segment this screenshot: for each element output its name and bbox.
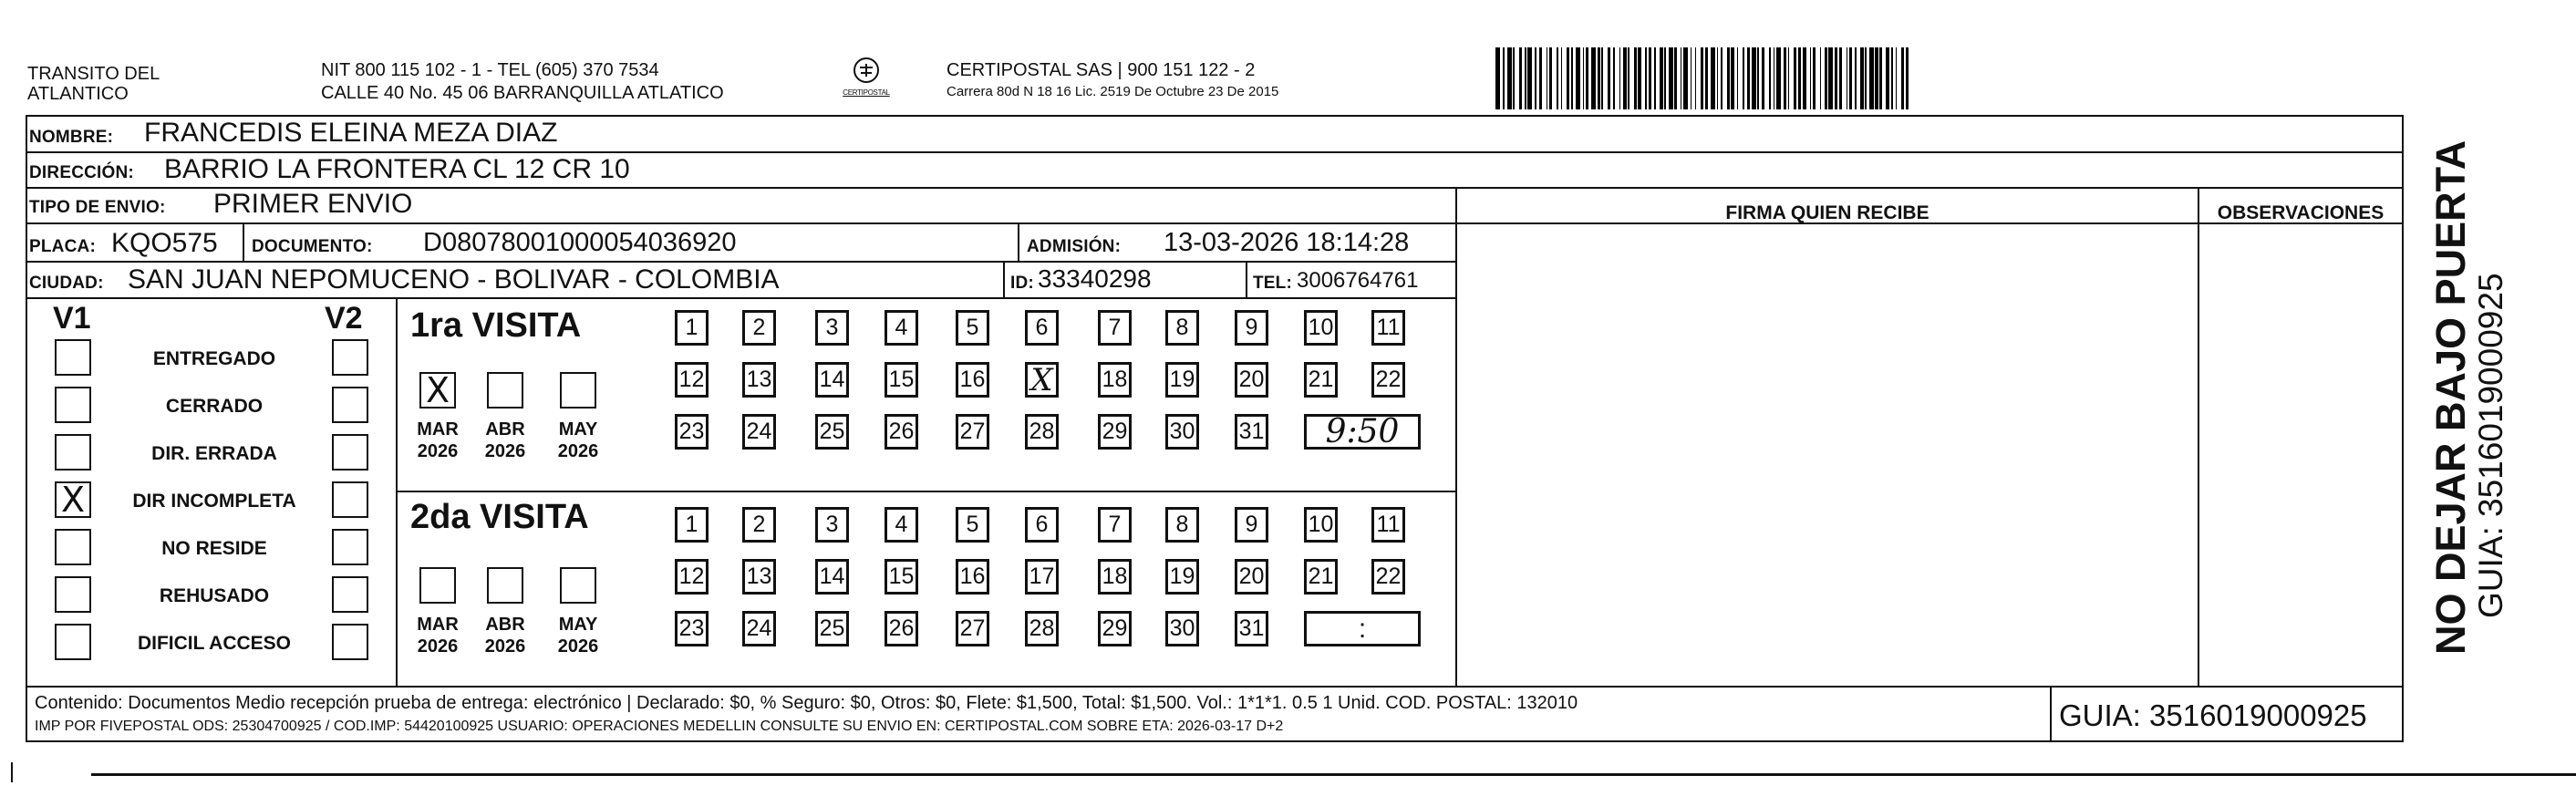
day-box[interactable]: 22 bbox=[1371, 559, 1405, 595]
documento-value: D08078001000054036920 bbox=[423, 228, 737, 257]
day-box[interactable]: 14 bbox=[815, 362, 849, 398]
sender-name: TRANSITO DEL ATLANTICO bbox=[27, 64, 160, 104]
v2-checkbox[interactable] bbox=[332, 576, 368, 613]
reason-label: CERRADO bbox=[165, 396, 264, 417]
sender-address: NIT 800 115 102 - 1 - TEL (605) 370 7534 CALLE 40 No. 45 06 BARRANQUILLA ATLATICO bbox=[321, 60, 724, 103]
day-box[interactable]: 9 bbox=[1235, 507, 1268, 543]
day-box[interactable]: 28 bbox=[1025, 611, 1059, 646]
day-box[interactable]: 31 bbox=[1235, 414, 1268, 450]
bottom-rule bbox=[91, 773, 2576, 776]
day-box[interactable]: 25 bbox=[815, 414, 849, 450]
footer-guia: GUIA: 3516019000925 bbox=[2059, 698, 2367, 732]
day-box[interactable]: 25 bbox=[815, 611, 849, 646]
day-box[interactable]: 22 bbox=[1371, 362, 1405, 398]
v2-header: V2 bbox=[325, 301, 363, 336]
admision-label: ADMISIÓN: bbox=[1027, 237, 1122, 256]
day-box[interactable]: 30 bbox=[1165, 611, 1199, 646]
day-box[interactable]: 4 bbox=[885, 507, 918, 543]
day-box[interactable]: 11 bbox=[1371, 310, 1405, 346]
day-box[interactable]: 9 bbox=[1235, 310, 1268, 346]
month-label: MAY bbox=[558, 615, 598, 635]
year-label: 2026 bbox=[417, 441, 459, 461]
footer-contenido: Contenido: Documentos Medio recepción prueba de entrega: electrónico | Declarado: $0, % Seguro: $0, Otros: $0, Flete: $1,500, Total: $1,500. Vol.: 1*1*1. 0.5 1 Unid. COD. POSTAL: 132010 bbox=[35, 693, 1578, 713]
firma-header: FIRMA QUIEN RECIBE bbox=[1725, 202, 1929, 223]
v2-checkbox[interactable] bbox=[332, 481, 368, 518]
month-label: MAY bbox=[558, 419, 598, 440]
reason-label: ENTREGADO bbox=[152, 348, 276, 369]
v2-checkbox[interactable] bbox=[332, 529, 368, 565]
day-box[interactable]: 11 bbox=[1371, 507, 1405, 543]
id-value: 33340298 bbox=[1038, 264, 1152, 293]
day-box[interactable]: 31 bbox=[1235, 611, 1268, 646]
placa-label: PLACA: bbox=[29, 237, 96, 256]
day-box[interactable]: 20 bbox=[1235, 362, 1268, 398]
day-box[interactable]: 3 bbox=[815, 310, 849, 346]
visit2-title: 2da VISITA bbox=[410, 498, 589, 536]
day-box[interactable]: 23 bbox=[675, 611, 709, 646]
month-checkbox[interactable]: X bbox=[419, 372, 456, 409]
v1-checkbox[interactable] bbox=[55, 576, 91, 613]
year-label: 2026 bbox=[484, 441, 526, 461]
day-box[interactable]: 7 bbox=[1098, 310, 1132, 346]
year-label: 2026 bbox=[484, 636, 526, 657]
ciudad-row bbox=[26, 263, 1455, 299]
v2-checkbox[interactable] bbox=[332, 387, 368, 423]
day-box[interactable]: 5 bbox=[956, 310, 989, 346]
time-box[interactable]: 9:50 bbox=[1304, 414, 1421, 450]
day-box[interactable]: 19 bbox=[1165, 362, 1199, 398]
v2-checkbox[interactable] bbox=[332, 624, 368, 660]
placa-row bbox=[26, 224, 1455, 263]
placa-value: KQO575 bbox=[111, 228, 218, 258]
marked-day-box[interactable]: X bbox=[1025, 362, 1059, 398]
day-box[interactable]: 16 bbox=[956, 559, 989, 595]
day-box[interactable]: 17 bbox=[1025, 559, 1059, 595]
year-label: 2026 bbox=[557, 441, 599, 461]
year-label: 2026 bbox=[557, 636, 599, 657]
day-box[interactable]: 4 bbox=[885, 310, 918, 346]
day-box[interactable]: 12 bbox=[675, 559, 709, 595]
day-box[interactable]: 23 bbox=[675, 414, 709, 450]
tracking-barcode bbox=[1495, 47, 2207, 109]
direccion-label: DIRECCIÓN: bbox=[29, 163, 134, 182]
certipostal-logo: CERTIPOSTAL bbox=[839, 57, 894, 107]
tel-label: TEL: bbox=[1253, 274, 1293, 293]
reason-label: DIR. ERRADA bbox=[151, 443, 277, 464]
day-box[interactable]: 20 bbox=[1235, 559, 1268, 595]
tel-value: 3006764761 bbox=[1297, 268, 1419, 293]
day-box[interactable]: 19 bbox=[1165, 559, 1199, 595]
v1-checkbox[interactable]: X bbox=[55, 481, 91, 518]
nombre-row bbox=[26, 115, 2403, 153]
day-box[interactable]: 6 bbox=[1025, 310, 1059, 346]
reason-label: REHUSADO bbox=[159, 585, 270, 606]
day-box[interactable]: 2 bbox=[742, 310, 776, 346]
day-box[interactable]: 3 bbox=[815, 507, 849, 543]
observaciones-column bbox=[2198, 189, 2199, 687]
v2-checkbox[interactable] bbox=[332, 434, 368, 471]
day-box[interactable]: 24 bbox=[742, 414, 776, 450]
footer-imp: IMP POR FIVEPOSTAL ODS: 25304700925 / COD.IMP: 54420100925 USUARIO: OPERACIONES MEDELLIN CONSULTE SU ENVIO EN: CERTIPOSTAL.COM SOBRE ETA: 2026-03-17 D+2 bbox=[35, 719, 1284, 734]
id-label: ID: bbox=[1010, 274, 1034, 293]
nombre-label: NOMBRE: bbox=[29, 128, 114, 147]
day-box[interactable]: 15 bbox=[885, 559, 918, 595]
nombre-value: FRANCEDIS ELEINA MEZA DIAZ bbox=[144, 118, 558, 148]
month-checkbox[interactable] bbox=[560, 372, 596, 409]
day-box[interactable]: 8 bbox=[1165, 310, 1199, 346]
day-box[interactable]: 10 bbox=[1304, 507, 1338, 543]
firma-column bbox=[1455, 189, 1457, 687]
day-box[interactable]: 16 bbox=[956, 362, 989, 398]
v1-checkbox[interactable] bbox=[55, 339, 91, 376]
day-box[interactable]: 12 bbox=[675, 362, 709, 398]
company-info: CERTIPOSTAL SAS | 900 151 122 - 2 Carrera 80d N 18 16 Lic. 2519 De Octubre 23 De 2015 bbox=[947, 60, 1279, 99]
visit1-title: 1ra VISITA bbox=[410, 306, 582, 345]
day-box[interactable]: 24 bbox=[742, 611, 776, 646]
v1-checkbox[interactable] bbox=[55, 387, 91, 423]
day-box[interactable]: 30 bbox=[1165, 414, 1199, 450]
direccion-row bbox=[26, 153, 2403, 189]
reason-label: DIR INCOMPLETA bbox=[132, 491, 296, 512]
day-box[interactable]: 26 bbox=[885, 611, 918, 646]
day-box[interactable]: 14 bbox=[815, 559, 849, 595]
month-label: MAR bbox=[417, 419, 459, 440]
day-box[interactable]: 8 bbox=[1165, 507, 1199, 543]
footer-guia-box bbox=[2050, 688, 2052, 740]
day-box[interactable]: 6 bbox=[1025, 507, 1059, 543]
direccion-value: BARRIO LA FRONTERA CL 12 CR 10 bbox=[164, 154, 630, 184]
month-checkbox[interactable] bbox=[487, 567, 523, 604]
reason-label: DIFICIL ACCESO bbox=[137, 633, 291, 654]
v1-header: V1 bbox=[53, 301, 91, 336]
day-box[interactable]: 26 bbox=[885, 414, 918, 450]
day-box[interactable]: 29 bbox=[1098, 414, 1132, 450]
month-label: ABR bbox=[485, 419, 525, 440]
day-box[interactable]: 7 bbox=[1098, 507, 1132, 543]
day-box[interactable]: 1 bbox=[675, 310, 709, 346]
reason-label: NO RESIDE bbox=[161, 538, 267, 559]
day-box[interactable]: 21 bbox=[1304, 362, 1338, 398]
form-right-line bbox=[2402, 115, 2404, 742]
year-label: 2026 bbox=[417, 636, 459, 657]
day-box[interactable]: 21 bbox=[1304, 559, 1338, 595]
day-box[interactable]: 18 bbox=[1098, 559, 1132, 595]
tipo-envio-label: TIPO DE ENVIO: bbox=[29, 198, 166, 217]
month-checkbox[interactable] bbox=[419, 567, 456, 604]
day-box[interactable]: 27 bbox=[956, 611, 989, 646]
day-box[interactable]: 5 bbox=[956, 507, 989, 543]
side-warning: NO DEJAR BAJO PUERTA GUIA: 3516019000925 bbox=[2427, 140, 2509, 655]
v1-checkbox[interactable] bbox=[55, 529, 91, 565]
observaciones-header: OBSERVACIONES bbox=[2217, 202, 2385, 223]
month-label: ABR bbox=[485, 615, 525, 635]
admision-value: 13-03-2026 18:14:28 bbox=[1164, 228, 1410, 257]
v2-checkbox[interactable] bbox=[332, 339, 368, 376]
day-box[interactable]: 27 bbox=[956, 414, 989, 450]
ciudad-label: CIUDAD: bbox=[29, 274, 104, 293]
day-box[interactable]: 1 bbox=[675, 507, 709, 543]
day-box[interactable]: 2 bbox=[742, 507, 776, 543]
day-box[interactable]: 15 bbox=[885, 362, 918, 398]
v1-checkbox[interactable] bbox=[55, 624, 91, 660]
day-box[interactable]: 18 bbox=[1098, 362, 1132, 398]
documento-label: DOCUMENTO: bbox=[252, 237, 373, 256]
day-box[interactable]: 28 bbox=[1025, 414, 1059, 450]
day-box[interactable]: 29 bbox=[1098, 611, 1132, 646]
day-box[interactable]: 13 bbox=[742, 559, 776, 595]
day-box[interactable]: 13 bbox=[742, 362, 776, 398]
day-box[interactable]: 10 bbox=[1304, 310, 1338, 346]
ciudad-value: SAN JUAN NEPOMUCENO - BOLIVAR - COLOMBIA bbox=[128, 264, 780, 295]
tipo-envio-value: PRIMER ENVIO bbox=[213, 189, 413, 219]
month-label: MAR bbox=[417, 615, 459, 635]
month-checkbox[interactable] bbox=[560, 567, 596, 604]
month-checkbox[interactable] bbox=[487, 372, 523, 409]
v1-checkbox[interactable] bbox=[55, 434, 91, 471]
time-box[interactable]: : bbox=[1304, 611, 1421, 646]
